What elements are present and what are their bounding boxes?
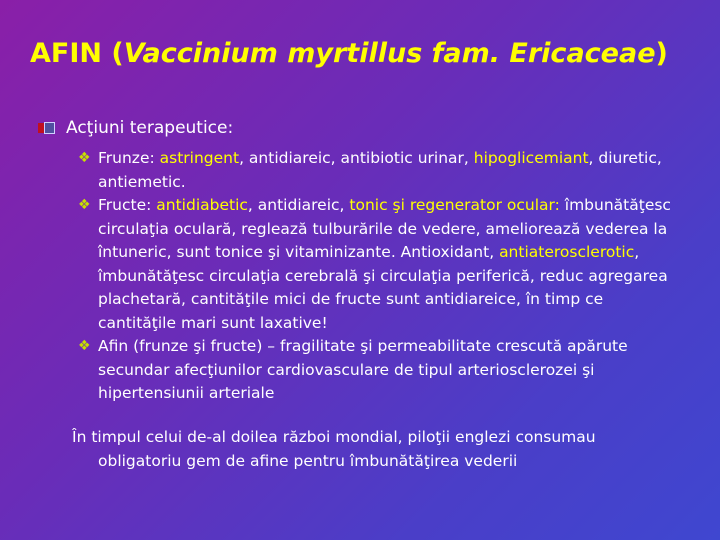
footer-line-2: obligatoriu gem de afine pentru îmbunătăţirea vederii	[98, 452, 518, 470]
item-text: Afin (frunze şi fructe) – fragilitate şi permeabilitate crescută apărute secundar afecţiunilor cardiovasculare de tipul arteriosclerozei şi hipertensiunii arteriale	[98, 337, 628, 402]
highlighted-term: tonic şi regenerator ocular:	[349, 196, 560, 214]
highlighted-term: hipoglicemiant	[473, 149, 589, 167]
footer-note	[72, 425, 682, 473]
slide-title	[30, 38, 668, 69]
highlighted-term: astringent	[159, 149, 240, 167]
footer-line-1: În timpul celui de-al doilea război mondial, piloţii englezi consumau	[72, 428, 596, 446]
diamond-bullet-icon: ❖	[78, 338, 91, 354]
item-text: , antidiareic, antibiotic urinar,	[239, 149, 474, 167]
list-item	[78, 194, 678, 335]
highlighted-term: antiaterosclerotic	[499, 243, 635, 261]
highlighted-term: antidiabetic	[156, 196, 248, 214]
title-latin-name: Vaccinium myrtillus fam. Ericaceae	[123, 38, 656, 69]
diamond-bullet-icon: ❖	[78, 197, 91, 213]
section-heading	[38, 118, 233, 138]
title-suffix: )	[655, 38, 668, 69]
bullet-list	[78, 147, 678, 406]
item-text: , îmbunătăţesc circulaţia cerebrală şi circulaţia periferică, reduc agregarea plachetară, cantităţile mici de fructe sunt antidiareice, în timp ce cantităţile mari sunt laxative!	[98, 243, 668, 332]
diamond-bullet-icon: ❖	[78, 150, 91, 166]
item-text: , antidiareic,	[247, 196, 350, 214]
list-item	[78, 335, 678, 406]
item-text: îmbunătăţesc circulaţia oculară, reglează tulburările de vedere, ameliorează vederea la întuneric, sunt tonice şi vitaminizante. Antioxidant,	[98, 196, 671, 261]
item-text: Frunze:	[98, 149, 160, 167]
title-prefix: AFIN (	[30, 38, 124, 69]
heading-text: Acţiuni terapeutice:	[66, 118, 234, 138]
item-text: , diuretic, antiemetic.	[98, 149, 662, 191]
item-text: Fructe:	[98, 196, 157, 214]
square-bullet-icon	[38, 122, 54, 134]
list-item	[78, 147, 678, 194]
